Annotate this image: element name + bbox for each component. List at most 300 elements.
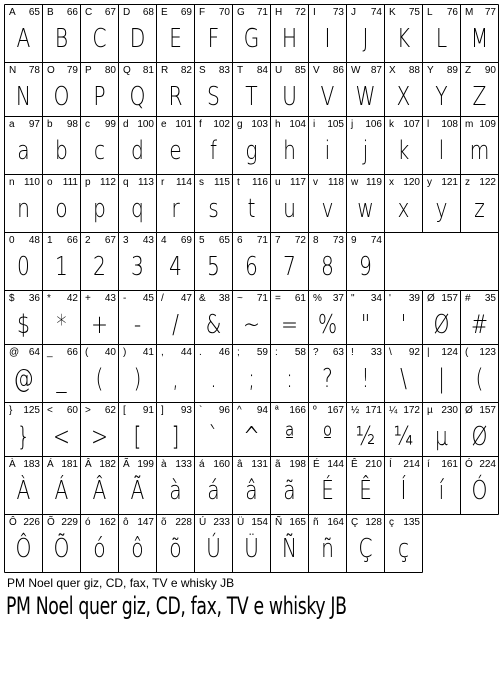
glyph-label	[351, 347, 382, 359]
glyph-sample: >	[90, 422, 108, 452]
glyph-label	[199, 347, 230, 359]
glyph-sample: 7	[283, 252, 296, 282]
glyph-label	[465, 405, 496, 417]
glyph-sample: 8	[321, 252, 334, 282]
glyph-char-label: Ó	[465, 459, 473, 470]
glyph-cell	[195, 5, 232, 62]
glyph-char-label: "	[351, 293, 355, 304]
glyph-char-label: v	[313, 177, 318, 188]
glyph-label	[351, 65, 382, 77]
glyph-label	[351, 177, 382, 189]
glyph-code: 66	[66, 7, 78, 18]
glyph-cell	[43, 515, 80, 572]
glyph-char-label: á	[199, 459, 205, 470]
glyph-sample: c	[93, 136, 106, 166]
glyph-char-label: ó	[85, 517, 91, 528]
glyph-char-label: â	[237, 459, 243, 470]
glyph-sample: U	[282, 82, 297, 112]
glyph-cell	[195, 403, 232, 456]
glyph-char-label: f	[199, 119, 202, 130]
glyph-sample: É	[321, 476, 334, 506]
glyph-char-label: A	[9, 7, 16, 18]
glyph-char-label: <	[47, 405, 53, 416]
glyph-sample: ¼	[393, 422, 414, 452]
glyph-sample: 1	[55, 252, 68, 282]
glyph-char-label: i	[313, 119, 316, 130]
glyph-cell	[233, 233, 270, 290]
glyph-code: 166	[289, 405, 306, 416]
glyph-char-label: µ	[427, 405, 433, 416]
glyph-char-label: Â	[85, 459, 92, 470]
glyph-sample: ]	[171, 422, 180, 452]
glyph-sample: N	[15, 82, 32, 112]
glyph-char-label: (	[85, 347, 89, 358]
glyph-cell	[461, 403, 498, 456]
glyph-cell	[5, 233, 42, 290]
glyph-char-label: ^	[237, 405, 242, 416]
glyph-cell	[157, 5, 194, 62]
glyph-code: 167	[327, 405, 344, 416]
glyph-char-label: U	[275, 65, 283, 76]
glyph-char-label: w	[351, 177, 359, 188]
glyph-sample: 2	[93, 252, 106, 282]
glyph-cell	[157, 175, 194, 232]
glyph-code: 128	[365, 517, 382, 528]
glyph-cell	[81, 457, 118, 514]
glyph-code: 157	[479, 405, 496, 416]
glyph-cell	[347, 515, 384, 572]
glyph-code: 101	[175, 119, 192, 130]
glyph-char-label: 7	[275, 235, 281, 246]
glyph-code: 67	[104, 235, 116, 246]
glyph-cell	[347, 233, 384, 290]
glyph-code: 71	[256, 293, 268, 304]
glyph-label	[389, 7, 420, 19]
glyph-char-label: Ô	[9, 517, 17, 528]
glyph-code: 90	[484, 65, 496, 76]
glyph-label	[313, 7, 344, 19]
glyph-label	[85, 235, 116, 247]
glyph-code: 96	[218, 405, 230, 416]
glyph-cell	[461, 345, 498, 402]
glyph-code: 43	[142, 235, 154, 246]
glyph-cell	[81, 345, 118, 402]
glyph-sample: ½	[355, 422, 376, 452]
glyph-char-label: À	[9, 459, 16, 470]
glyph-label	[47, 517, 78, 529]
glyph-cell	[347, 403, 384, 456]
glyph-code: 82	[180, 65, 192, 76]
glyph-sample: P	[93, 82, 106, 112]
glyph-sample: ,	[172, 364, 179, 394]
glyph-sample: L	[435, 24, 448, 54]
glyph-label	[313, 177, 344, 189]
glyph-cell	[157, 403, 194, 456]
glyph-sample: u	[283, 194, 296, 224]
glyph-cell	[119, 233, 156, 290]
glyph-char-label: É	[313, 459, 320, 470]
glyph-char-label: =	[275, 293, 281, 304]
glyph-code: 65	[28, 7, 40, 18]
glyph-cell	[385, 5, 422, 62]
glyph-cell	[423, 291, 460, 344]
glyph-sample: ã	[283, 476, 296, 506]
glyph-cell	[81, 63, 118, 116]
glyph-code: 154	[251, 517, 268, 528]
glyph-label	[199, 119, 230, 131]
glyph-label	[85, 7, 116, 19]
glyph-code: 94	[256, 405, 268, 416]
glyph-code: 157	[441, 293, 458, 304]
glyph-char-label: à	[161, 459, 167, 470]
glyph-label	[275, 119, 306, 131]
glyph-cell	[309, 175, 346, 232]
glyph-code: 63	[332, 347, 344, 358]
glyph-sample: X	[396, 82, 411, 112]
glyph-label	[275, 177, 306, 189]
glyph-sample: ô	[131, 534, 144, 564]
glyph-char-label: E	[161, 7, 168, 18]
glyph-char-label: Z	[465, 65, 472, 76]
glyph-code: 37	[332, 293, 344, 304]
glyph-sample: ó	[93, 534, 106, 564]
glyph-label	[237, 405, 268, 417]
glyph-char-label: 9	[351, 235, 357, 246]
glyph-code: 100	[137, 119, 154, 130]
glyph-code: 135	[403, 517, 420, 528]
glyph-sample: À	[16, 476, 31, 506]
glyph-sample: G	[243, 24, 260, 54]
glyph-char-label: @	[9, 347, 20, 358]
glyph-cell	[423, 403, 460, 456]
glyph-char-label: Ã	[123, 459, 130, 470]
glyph-char-label: 4	[161, 235, 167, 246]
glyph-sample: ~	[242, 310, 260, 340]
glyph-label	[237, 119, 268, 131]
glyph-sample: k	[397, 136, 410, 166]
glyph-code: 181	[61, 459, 78, 470]
glyph-sample: j	[362, 136, 369, 166]
glyph-code: 165	[289, 517, 306, 528]
glyph-sample: í	[438, 476, 445, 506]
glyph-cell	[195, 457, 232, 514]
glyph-cell	[347, 291, 384, 344]
glyph-code: 92	[408, 347, 420, 358]
glyph-cell	[271, 233, 308, 290]
glyph-label	[237, 347, 268, 359]
glyph-sample: T	[245, 82, 258, 112]
glyph-code: 125	[23, 405, 40, 416]
glyph-code: 99	[104, 119, 116, 130]
glyph-sample: (	[95, 364, 104, 394]
glyph-label	[199, 65, 230, 77]
glyph-cell	[309, 233, 346, 290]
glyph-cell	[157, 291, 194, 344]
glyph-sample: p	[93, 194, 106, 224]
glyph-cell	[157, 457, 194, 514]
glyph-sample: &	[205, 310, 222, 340]
glyph-cell	[5, 291, 42, 344]
glyph-code: 91	[142, 405, 154, 416]
glyph-label	[85, 459, 116, 471]
glyph-cell	[157, 233, 194, 290]
glyph-cell	[309, 403, 346, 456]
glyph-sample: Ñ	[281, 534, 298, 564]
glyph-sample: A	[16, 24, 31, 54]
glyph-sample: H	[281, 24, 298, 54]
glyph-code: 59	[256, 347, 268, 358]
glyph-char-label: >	[85, 405, 91, 416]
glyph-code: 228	[175, 517, 192, 528]
glyph-sample: s	[208, 194, 219, 224]
glyph-char-label: r	[161, 177, 165, 188]
glyph-code: 34	[370, 293, 382, 304]
glyph-label	[313, 405, 344, 417]
glyph-code: 198	[289, 459, 306, 470]
glyph-sample: =	[280, 310, 298, 340]
glyph-char-label: u	[275, 177, 281, 188]
glyph-label	[237, 177, 268, 189]
glyph-code: 67	[104, 7, 116, 18]
glyph-code: 106	[365, 119, 382, 130]
glyph-cell	[385, 117, 422, 174]
glyph-cell	[423, 175, 460, 232]
glyph-cell	[81, 515, 118, 572]
glyph-label	[389, 119, 420, 131]
glyph-label	[123, 405, 154, 417]
glyph-label	[85, 347, 116, 359]
glyph-code: 64	[28, 347, 40, 358]
glyph-cell	[233, 291, 270, 344]
sample-text-rendered: PM Noel quer giz, CD, fax, TV e whisky JB	[6, 592, 347, 620]
glyph-code: 41	[142, 347, 154, 358]
glyph-code: 214	[403, 459, 420, 470]
glyph-code: 93	[180, 405, 192, 416]
glyph-sample: o	[55, 194, 68, 224]
glyph-sample: t	[247, 194, 256, 224]
glyph-char-label: Ú	[199, 517, 207, 528]
glyph-char-label: `	[199, 405, 203, 416]
glyph-cell	[81, 175, 118, 232]
glyph-char-label: õ	[161, 517, 167, 528]
glyph-label	[237, 7, 268, 19]
glyph-sample: :	[286, 364, 293, 394]
glyph-sample: $	[17, 310, 30, 340]
glyph-cell	[195, 291, 232, 344]
glyph-code: 131	[251, 459, 268, 470]
glyph-label	[9, 347, 40, 359]
glyph-label	[199, 517, 230, 529]
glyph-char-label: C	[85, 7, 93, 18]
glyph-cell	[309, 117, 346, 174]
glyph-cell	[233, 175, 270, 232]
glyph-sample: Õ	[53, 534, 70, 564]
glyph-char-label: m	[465, 119, 474, 130]
glyph-cell	[309, 63, 346, 116]
glyph-label	[237, 65, 268, 77]
glyph-code: 38	[218, 293, 230, 304]
glyph-char-label: 5	[199, 235, 205, 246]
glyph-sample: "	[360, 310, 371, 340]
glyph-cell	[461, 117, 498, 174]
glyph-char-label: .	[199, 347, 202, 358]
glyph-code: 35	[484, 293, 496, 304]
glyph-cell	[5, 175, 42, 232]
glyph-cell	[347, 63, 384, 116]
glyph-code: 144	[327, 459, 344, 470]
glyph-cell	[119, 345, 156, 402]
glyph-sample: ª	[284, 422, 295, 452]
glyph-code: 33	[370, 347, 382, 358]
glyph-label	[427, 293, 458, 305]
glyph-char-label: X	[389, 65, 396, 76]
glyph-sample: ?	[322, 364, 333, 394]
glyph-cell	[385, 291, 422, 344]
glyph-cell	[119, 403, 156, 456]
glyph-cell	[119, 5, 156, 62]
glyph-char-label: [	[123, 405, 126, 416]
glyph-cell	[43, 403, 80, 456]
glyph-cell	[43, 233, 80, 290]
glyph-label	[85, 405, 116, 417]
glyph-cell	[43, 5, 80, 62]
glyph-code: 70	[218, 7, 230, 18]
glyph-label	[47, 405, 78, 417]
glyph-code: 210	[365, 459, 382, 470]
glyph-cell	[157, 515, 194, 572]
glyph-cell	[233, 5, 270, 62]
glyph-code: 72	[294, 235, 306, 246]
glyph-char-label: I	[313, 7, 316, 18]
glyph-char-label: R	[161, 65, 169, 76]
glyph-cell	[195, 345, 232, 402]
glyph-code: 229	[61, 517, 78, 528]
glyph-code: 80	[104, 65, 116, 76]
glyph-char-label: º	[313, 405, 317, 416]
glyph-sample: Y	[435, 82, 448, 112]
glyph-sample: l	[438, 136, 445, 166]
glyph-char-label: Ø	[465, 405, 473, 416]
glyph-char-label: F	[199, 7, 206, 18]
glyph-code: 113	[138, 177, 154, 188]
glyph-char-label: 3	[123, 235, 129, 246]
glyph-sample: D	[129, 24, 146, 54]
glyph-label	[275, 459, 306, 471]
glyph-cell	[461, 175, 498, 232]
glyph-char-label: S	[199, 65, 206, 76]
glyph-cell	[5, 5, 42, 62]
glyph-label	[313, 293, 344, 305]
glyph-char-label: Ç	[351, 517, 359, 528]
glyph-char-label: h	[275, 119, 281, 130]
glyph-code: 65	[218, 235, 230, 246]
glyph-cell	[271, 291, 308, 344]
glyph-cell	[81, 403, 118, 456]
glyph-code: 124	[441, 347, 458, 358]
glyph-sample: q	[131, 194, 144, 224]
glyph-code: 114	[176, 177, 192, 188]
glyph-code: 147	[137, 517, 154, 528]
glyph-sample: Z	[472, 82, 487, 112]
glyph-char-label: í	[427, 459, 430, 470]
glyph-label	[85, 119, 116, 131]
glyph-label	[427, 177, 458, 189]
glyph-char-label: Y	[427, 65, 434, 76]
glyph-code: 78	[28, 65, 40, 76]
glyph-sample: f	[209, 136, 218, 166]
glyph-label	[161, 177, 192, 189]
glyph-cell	[423, 457, 460, 514]
glyph-sample: |	[438, 364, 445, 394]
glyph-char-label: j	[351, 119, 354, 130]
glyph-char-label: ç	[389, 517, 394, 528]
glyph-code: 102	[213, 119, 230, 130]
glyph-char-label: (	[465, 347, 469, 358]
glyph-char-label: s	[199, 177, 204, 188]
glyph-label	[427, 347, 458, 359]
glyph-cell	[195, 175, 232, 232]
glyph-char-label: Õ	[47, 517, 55, 528]
glyph-label	[313, 347, 344, 359]
glyph-sample: à	[169, 476, 182, 506]
glyph-cell	[271, 515, 308, 572]
glyph-sample: r	[171, 194, 180, 224]
glyph-char-label: *	[47, 293, 51, 304]
glyph-code: 79	[66, 65, 78, 76]
glyph-label	[275, 235, 306, 247]
glyph-label	[275, 7, 306, 19]
glyph-char-label: Ø	[427, 293, 435, 304]
glyph-code: 171	[365, 405, 382, 416]
glyph-sample: I	[324, 24, 331, 54]
glyph-cell	[385, 63, 422, 116]
glyph-sample: (	[475, 364, 484, 394]
glyph-sample: .	[210, 364, 217, 394]
glyph-code: 104	[289, 119, 306, 130]
glyph-cell	[233, 345, 270, 402]
glyph-code: 109	[479, 119, 496, 130]
glyph-label	[9, 293, 40, 305]
glyph-cell	[195, 233, 232, 290]
glyph-label	[275, 293, 306, 305]
glyph-char-label: ?	[313, 347, 319, 358]
glyph-sample: e	[169, 136, 182, 166]
glyph-code: 69	[180, 235, 192, 246]
glyph-char-label: z	[465, 177, 470, 188]
glyph-label	[237, 459, 268, 471]
glyph-cell	[347, 457, 384, 514]
glyph-sample: h	[283, 136, 296, 166]
glyph-cell	[385, 515, 422, 572]
glyph-label	[123, 7, 154, 19]
glyph-code: 69	[180, 7, 192, 18]
glyph-cell	[385, 403, 422, 456]
glyph-char-label: Ê	[351, 459, 358, 470]
glyph-sample: }	[17, 422, 30, 452]
glyph-cell	[43, 63, 80, 116]
glyph-cell	[5, 457, 42, 514]
glyph-label	[237, 517, 268, 529]
glyph-sample: 4	[169, 252, 182, 282]
glyph-char-label: O	[47, 65, 55, 76]
glyph-cell	[271, 345, 308, 402]
glyph-sample: )	[133, 364, 142, 394]
glyph-sample: n	[17, 194, 30, 224]
glyph-code: 58	[294, 347, 306, 358]
glyph-cell	[5, 515, 42, 572]
glyph-char-label: ;	[237, 347, 240, 358]
glyph-sample: v	[321, 194, 334, 224]
